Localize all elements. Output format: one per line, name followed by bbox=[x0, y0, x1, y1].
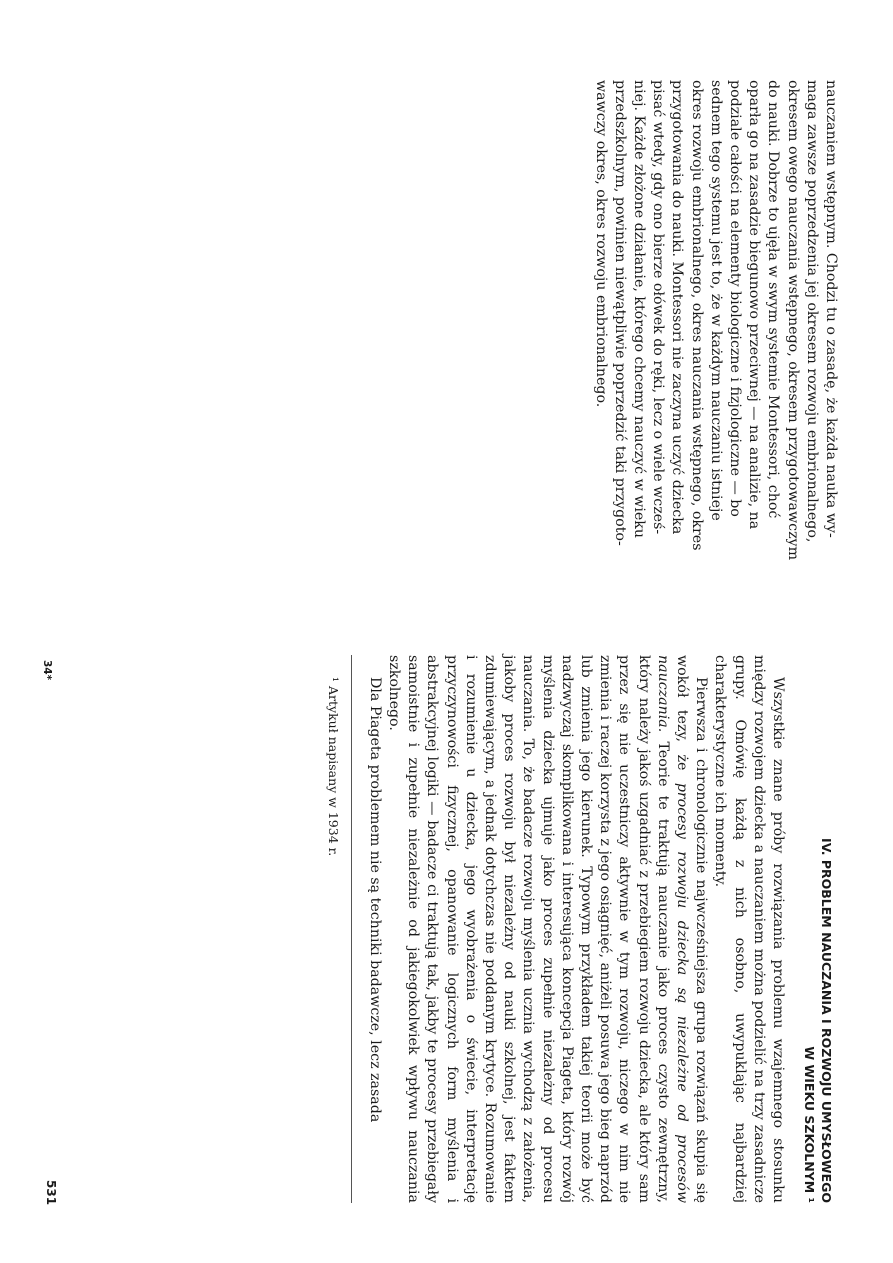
printer-signature: 34* bbox=[41, 660, 53, 681]
text-line: oparła go na zasadzie biegunowo przeciwnej — na analizie, na bbox=[746, 80, 763, 530]
paragraph-1: Wszystkie znane próby rozwiązania problemu wzajemnego stosunku między rozwojem dziecka a nauczaniem można podzielić na trzy zasadnicze grupy. Omówię każdą z nich osobno, uwypuklając najbardziej charakterystyczne ich momenty. bbox=[712, 655, 786, 1203]
text-line: przygotowania do nauki. Montessori nie zaczyna uczyć dziecka bbox=[669, 80, 686, 535]
chapter-heading bbox=[801, 655, 835, 1203]
text-line: przedszkolnym, powinien niewątpliwie poprzedzić taki przygoto- bbox=[611, 80, 628, 546]
text-line: nauczaniem wstępnym. Chodzi tu o zasadę, że każda nauka wy- bbox=[823, 80, 839, 538]
text-line: podziale całości na elementy biologiczne i fizjologiczne — bo bbox=[726, 80, 743, 517]
paragraph-2 bbox=[384, 655, 710, 1203]
right-page-column bbox=[323, 655, 835, 1203]
left-page-column bbox=[590, 80, 840, 625]
footnote-divider bbox=[351, 655, 352, 1203]
paragraph-2-text-b: Teorie te traktują nauczanie jako proces czysto zewnętrzny, który należy jakoś uzgadniać z przebiegiem rozwoju dziecka, ale który sam przez się nie uczestniczy aktywnie w tym rozwoju, niczego w nim nie zmienia i raczej korzysta z jego osiągnięć, aniżeli posuwa jego bieg naprzód lub zmienia jego kierunek. Typowym przykładem takiej teorii może być nadzwyczaj skomplikowana i interesująca koncepcja Piageta, który rozwój myślenia dziecka ujmuje jako proces zupełnie niezależny od procesu nauczania. To, że badacze rozwoju myślenia ucznia wychodzą z założenia, jakoby proces rozwoju był niezależny od nauki szkolnej, jest faktem zdumiewającym, a jednak dotychczas nie poddanym krytyce. Rozumowanie i rozumienie u dziecka, jego wyobrażenia o świecie, interpretację przyczynowości fizycznej, opanowanie logicznych form myślenia i abstrakcyjnej logiki — badacze ci traktują tak, jakby te procesy przebiegały samoistnie i zupełnie niezależnie od jakiegokolwiek wpływu nauczania szkolnego. bbox=[385, 655, 671, 1203]
page-number: 531 bbox=[44, 1180, 58, 1206]
text-line: maga zawsze poprzedzenia jej okresem rozwoju embrionalnego, bbox=[803, 80, 820, 543]
footnote: ¹ Artykuł napisany w 1934 r. bbox=[325, 677, 341, 857]
text-line: niej. Każde złożone działanie, którego chcemy nauczyć w wieku bbox=[630, 80, 647, 539]
text-line: do nauki. Dobrze to ujęła w swym systemie Montessori, choć bbox=[765, 80, 782, 519]
paragraph-2-emphasis: procesy rozwoju dziecka są niezależne od procesów nauczania. bbox=[654, 655, 690, 1203]
heading-line-1: IV. PROBLEM NAUCZANIA I ROZWOJU UMYSŁOWEGO bbox=[819, 838, 834, 1203]
text-line: okres rozwoju embrionalnego, okres nauczania wstępnego, okres bbox=[688, 80, 705, 551]
paragraph-2-text-a: Pierwsza i chronologicznie najwcześniejsza grupa rozwiązań skupia się wokół tezy, że bbox=[673, 655, 710, 1203]
text-line: okresem owego nauczania wstępnego, okresem przygotowawczym bbox=[784, 80, 801, 561]
heading-line-2: W WIEKU SZKOLNYM ¹ bbox=[802, 1046, 817, 1203]
text-line: pisać wtedy, gdy ono bierze ołówek do ręki, lecz o wiele wcześ- bbox=[650, 80, 667, 535]
text-line: sednem tego systemu jest to, że w każdym nauczaniu istnieje bbox=[707, 80, 724, 521]
paragraph-3: Dla Piageta problemem nie są techniki badawcze, lecz zasada bbox=[366, 677, 383, 1123]
text-line: wawczy okres, okres rozwoju embrionalnego. bbox=[592, 80, 609, 408]
